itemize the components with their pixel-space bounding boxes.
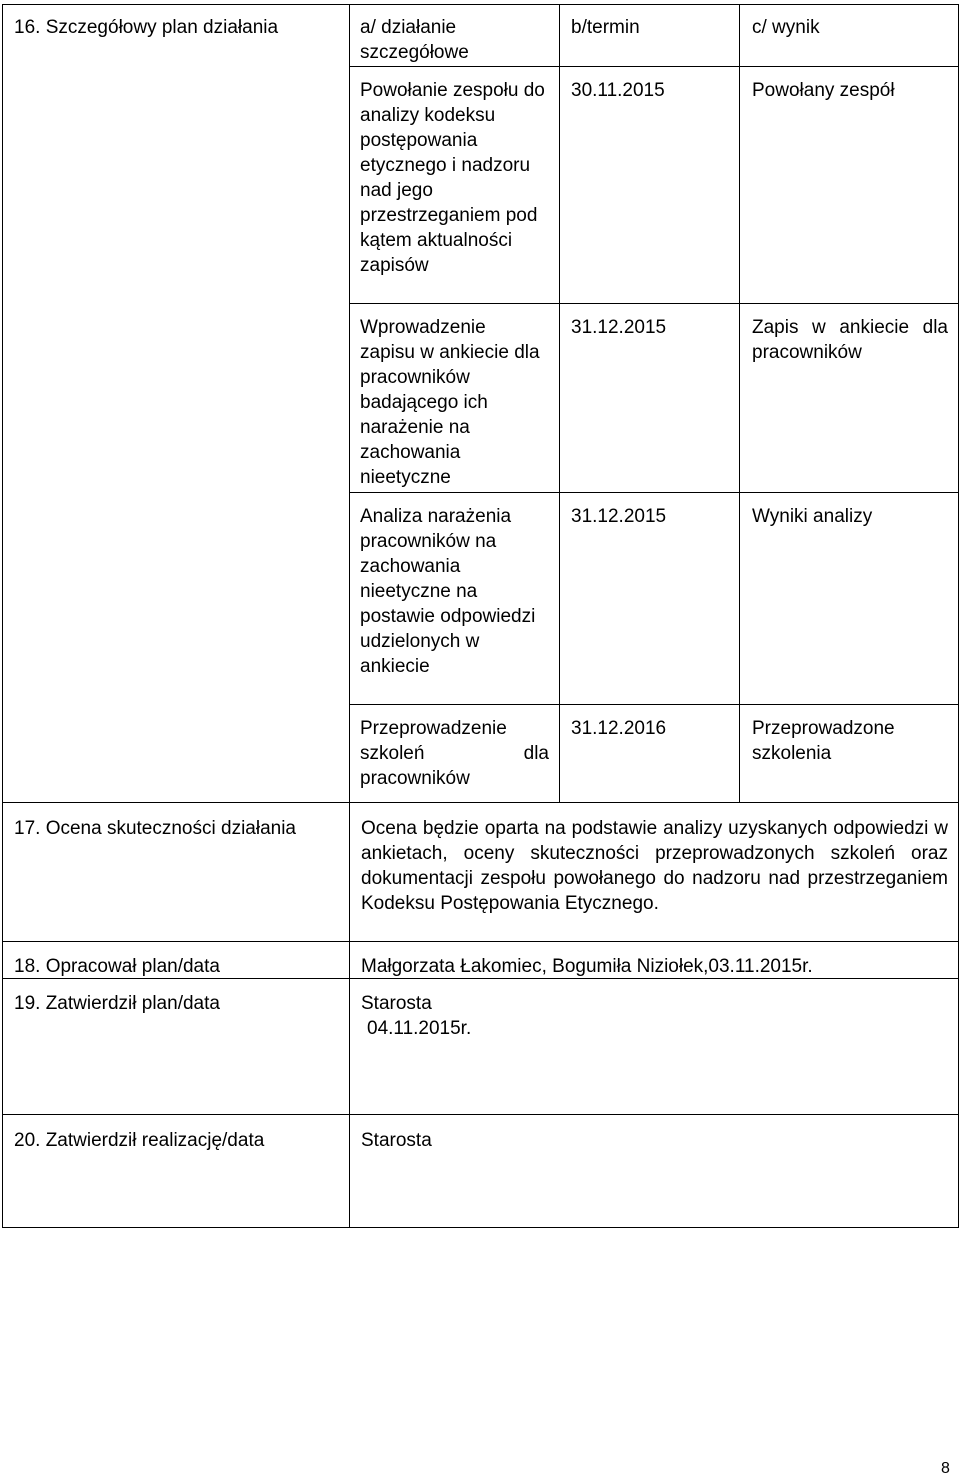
row-divider-3 — [349, 704, 959, 705]
section16-title: 16. Szczegółowy plan działania — [14, 17, 279, 38]
section-divider-17 — [2, 802, 959, 803]
section20-label: 20. Zatwierdził realizację/data — [14, 1130, 265, 1151]
col-c-header: c/ wynik — [752, 17, 820, 38]
section20-value: Starosta — [361, 1130, 432, 1151]
row-divider-2 — [349, 492, 959, 493]
col-divider-deadline — [739, 4, 740, 802]
row-divider-1 — [349, 303, 959, 304]
table-row-1-result: Powołany zespół — [752, 80, 895, 101]
table-row-1-deadline: 30.11.2015 — [571, 80, 665, 101]
col-divider-label — [349, 4, 350, 1228]
table-border-left — [2, 4, 3, 1228]
table-row-4-action: Przeprowadzenie szkoleń dla pracowników — [360, 718, 549, 789]
table-row-1-action: Powołanie zespołu do analizy kodeksu postępowania etycznego i nadzoru nad jego przestrzeganiem pod kątem aktualności zapisów — [360, 80, 545, 276]
table-row-3-result: Wyniki analizy — [752, 506, 873, 527]
section18-label: 18. Opracował plan/data — [14, 956, 220, 977]
table-border-right — [958, 4, 959, 1228]
table-row-4-result: Przeprowadzone szkolenia — [752, 718, 895, 764]
section19-value-line2: 04.11.2015r. — [367, 1018, 472, 1039]
section19-value-line1: Starosta — [361, 993, 432, 1014]
table-border-bottom — [2, 1227, 959, 1228]
section19-label: 19. Zatwierdził plan/data — [14, 993, 220, 1014]
table-border-top — [2, 4, 959, 5]
section-divider-18 — [2, 941, 959, 942]
section17-label: 17. Ocena skuteczności działania — [14, 818, 296, 839]
table-row-3-action: Analiza narażenia pracowników na zachowania nieetyczne na postawie odpowiedzi udzielonych w ankiecie — [360, 506, 536, 677]
section17-value: Ocena będzie oparta na podstawie analizy uzyskanych odpowiedzi w ankietach, oceny skuteczności przeprowadzonych szkoleń oraz dokumentacji zespołu powołanego do nadzoru nad przestrzeganiem Kodeksu Postępowania Etycznego. — [361, 818, 948, 914]
table-row-2-deadline: 31.12.2015 — [571, 317, 667, 338]
row-divider-header — [349, 66, 959, 67]
col-b-header: b/termin — [571, 17, 640, 38]
col-a-header: a/ działanie szczegółowe — [360, 17, 469, 63]
page-number: 8 — [941, 1460, 950, 1477]
table-row-4-deadline: 31.12.2016 — [571, 718, 667, 739]
table-row-3-deadline: 31.12.2015 — [571, 506, 667, 527]
section18-value: Małgorzata Łakomiec, Bogumiła Niziołek,03.11.2015r. — [361, 956, 813, 977]
col-divider-action — [559, 4, 560, 802]
section-divider-20 — [2, 1114, 959, 1115]
table-row-2-action: Wprowadzenie zapisu w ankiecie dla pracowników badającego ich narażenie na zachowania nieetyczne — [360, 317, 540, 488]
table-row-2-result: Zapis w ankiecie dla pracowników — [752, 317, 948, 363]
